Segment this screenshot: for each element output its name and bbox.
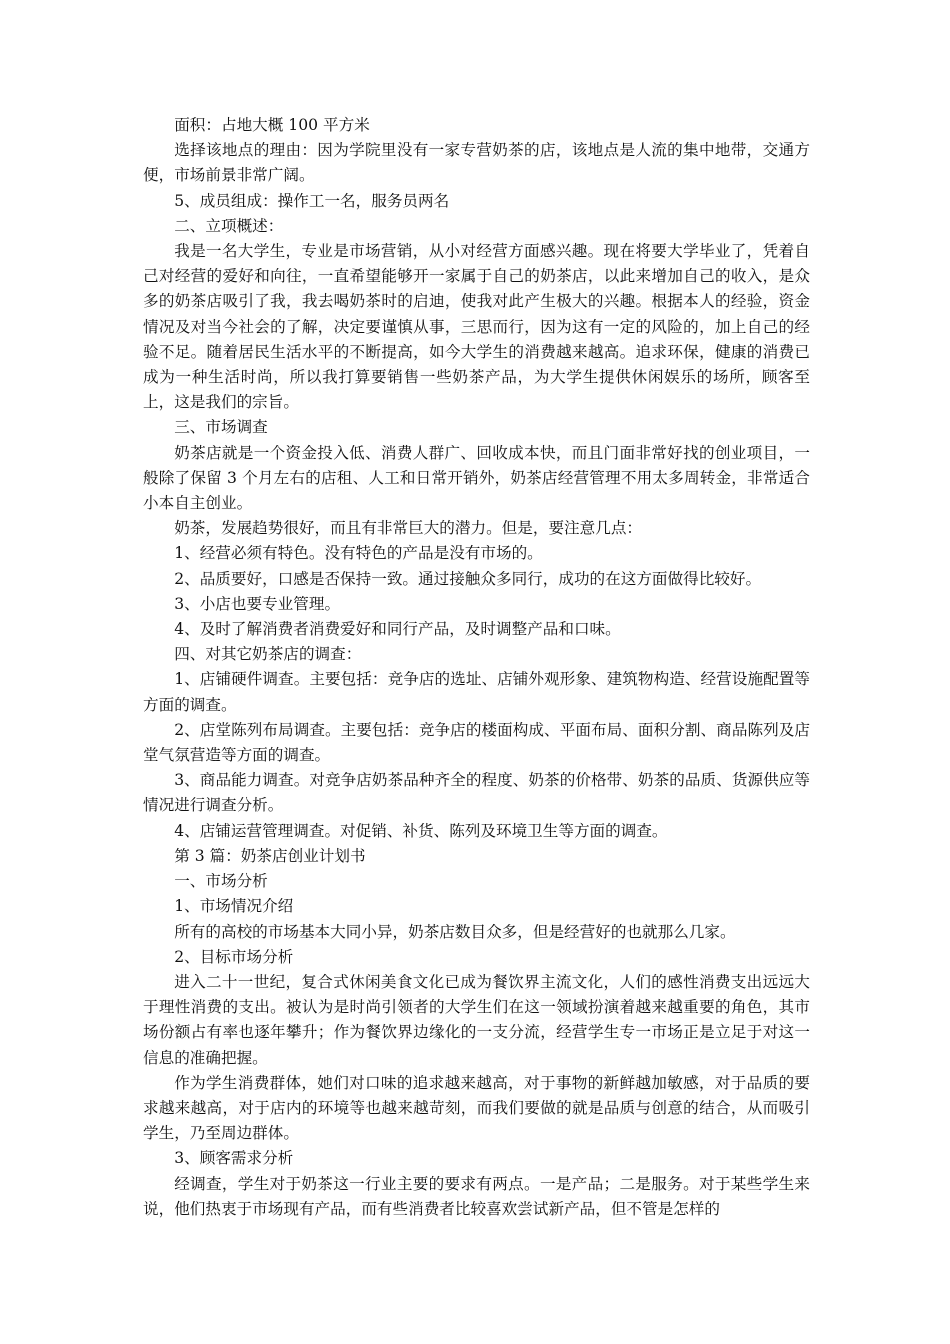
list-item-layout: 2、店堂陈列布局调查。主要包括：竞争店的楼面构成、平面布局、面积分割、商品陈列及店堂气氛营造等方面的调查。 [143, 720, 810, 765]
paragraph-trend: 奶茶，发展趋势很好，而且有非常巨大的潜力。但是，要注意几点： [174, 519, 643, 538]
list-item-product-capacity: 3、商品能力调查。对竞争店奶茶品种齐全的程度、奶茶的价格带、奶茶的品质、货源供应等情况进行调查分析。 [143, 771, 810, 815]
heading-chapter-3: 第 3 篇：奶茶店创业计划书 [174, 846, 366, 865]
list-item-adjust: 4、及时了解消费者消费爱好和同行产品，及时调整产品和口味。 [174, 620, 621, 639]
list-item-operations: 4、店铺运营管理调查。对促销、补货、陈列及环境卫生等方面的调查。 [174, 821, 668, 840]
paragraph-project-overview: 我是一名大学生，专业是市场营销，从小对经营方面感兴趣。现在将要大学毕业了，凭着自己对经营的爱好和向往，一直希望能够开一家属于自己的奶茶店，以此来增加自己的收入，是众多的奶茶店吸引了我，我去喝奶茶时的启迪，使我对此产生极大的兴趣。根据本人的经验，资金情况及对当今社会的了解，决定要谨慎从事，三思而行，因为这有一定的风险的，加上自己的经验不足。随着居民生活水平的不断提高，如今大学生的消费越来越高。追求环保，健康的消费已成为一种生活时尚，所以我打算要销售一些奶茶产品，为大学生提供休闲娱乐的场所，顾客至上，这是我们的宗旨。 [143, 242, 810, 412]
paragraph-customer-needs: 经调查，学生对于奶茶这一行业主要的要求有两点。一是产品；二是服务。对于某些学生来说，他们热衷于市场现有产品，而有些消费者比较喜欢尝试新产品，但不管是怎样的 [143, 1174, 810, 1218]
list-item-hardware: 1、店铺硬件调查。主要包括：竞争店的选址、店铺外观形象、建筑物构造、经营设施配置等方面的调查。 [143, 670, 810, 714]
heading-competitor-survey: 四、对其它奶茶店的调查： [174, 645, 362, 664]
list-item-management: 3、小店也要专业管理。 [174, 594, 341, 613]
heading-target-market: 2、目标市场分析 [174, 947, 294, 966]
paragraph-area: 面积：占地大概 100 平方米 [174, 116, 370, 134]
paragraph-staff: 5、成员组成：操作工一名，服务员两名 [174, 191, 450, 210]
paragraph-target-market: 进入二十一世纪，复合式休闲美食文化已成为餐饮界主流文化，人们的感性消费支出远远大于理性消费的支出。被认为是时尚引领者的大学生们在这一领域扮演着越来越重要的角色，其市场份额占有率也逐年攀升；作为餐饮界边缘化的一支分流，经营学生专一市场正是立足于对这一信息的准确把握。 [143, 972, 810, 1067]
heading-customer-needs: 3、顾客需求分析 [174, 1149, 294, 1168]
paragraph-market-survey: 奶茶店就是一个资金投入低、消费人群广、回收成本快，而且门面非常好找的创业项目，一般除了保留 3 个月左右的店租、人工和日常开销外，奶茶店经营管理不用太多周转金，非常适合小本自主创业。 [143, 443, 810, 513]
heading-project-overview: 二、立项概述： [174, 216, 284, 235]
heading-market-intro: 1、市场情况介绍 [174, 897, 294, 916]
heading-market-analysis: 一、市场分析 [174, 872, 268, 891]
heading-market-survey: 三、市场调查 [174, 418, 268, 437]
paragraph-location-reason: 选择该地点的理由：因为学院里没有一家专营奶茶的店，该地点是人流的集中地带，交通方便，市场前景非常广阔。 [143, 141, 810, 185]
paragraph-market-intro: 所有的高校的市场基本大同小异，奶茶店数目众多，但是经营好的也就那么几家。 [174, 922, 736, 941]
list-item-quality: 2、品质要好，口感是否保持一致。通过接触众多同行，成功的在这方面做得比较好。 [174, 569, 762, 588]
document-body [143, 113, 810, 1222]
list-item-feature: 1、经营必须有特色。没有特色的产品是没有市场的。 [174, 544, 543, 563]
paragraph-student-consumers: 作为学生消费群体，她们对口味的追求越来越高，对于事物的新鲜越加敏感，对于品质的要求越来越高，对于店内的环境等也越来越苛刻，而我们要做的就是品质与创意的结合，从而吸引学生，乃至周边群体。 [143, 1073, 810, 1143]
